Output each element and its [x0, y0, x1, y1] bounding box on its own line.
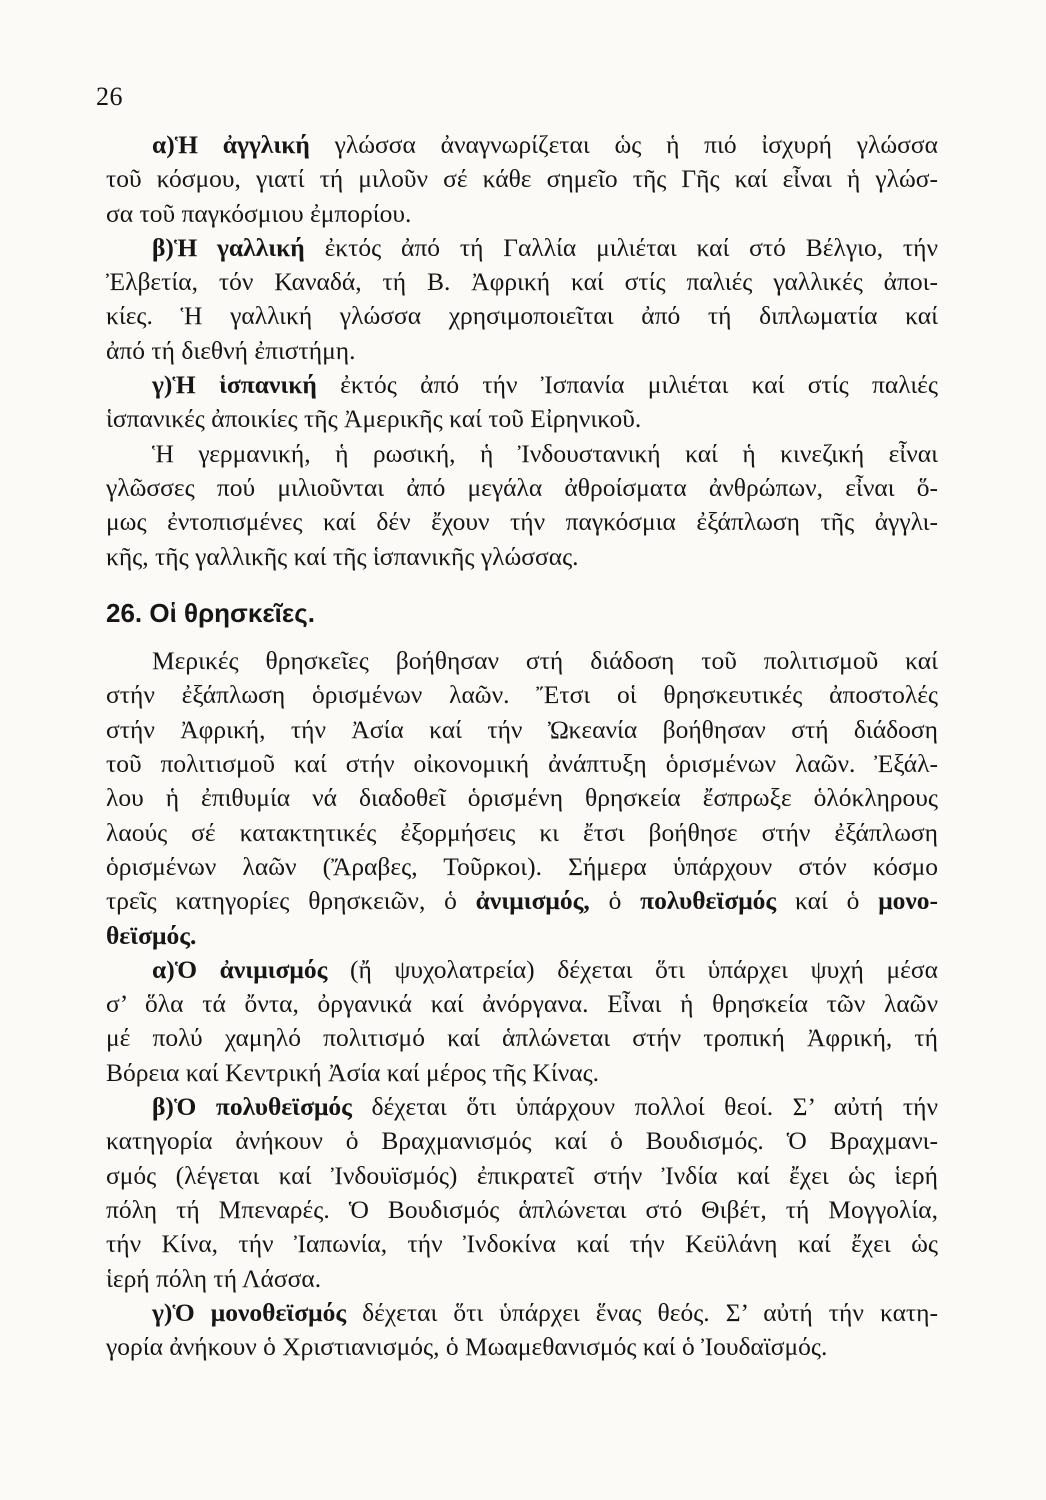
term-french: Ἡ γαλλική	[173, 232, 305, 262]
item-label-b: β)	[152, 232, 174, 262]
text-span: δέχεται ὅτι ὑπάρχει ἕνας θεός. Σ’ αὐτή τήν κατη-	[362, 1297, 939, 1327]
paragraph-animism-line-4: Βόρεια καί Κεντρική Ἀσία καί μέρος τῆς Κίνας.	[106, 1057, 600, 1087]
paragraph-english-line-1	[106, 128, 938, 162]
paragraph-english-line-3: σα τοῦ παγκόσμιου ἐμπορίου.	[106, 198, 412, 228]
paragraph-intro-line-3: στήν Ἀφρική, τήν Ἀσία καί τήν Ὠκεανία βοήθησαν στή διάδοση	[106, 714, 938, 744]
text-span: δέχεται ὅτι ὑπάρχουν πολλοί θεοί. Σ’ αὐτή τήν	[371, 1092, 938, 1122]
paragraph-animism-line-3: μέ πολύ χαμηλό πολιτισμό καί ἁπλώνεται στήν τροπική Ἀφρική, τή	[106, 1023, 938, 1053]
text-span: τρεῖς κατηγορίες θρησκειῶν, ὁ	[106, 886, 457, 916]
paragraph-intro-line-2: στήν ἐξάπλωση ὁρισμένων λαῶν. Ἔτσι οἱ θρησκευτικές ἀποστολές	[106, 680, 938, 710]
paragraph-intro-line-6: λαούς σέ κατακτητικές ἐξορμήσεις κι ἔτσι βοήθησε στήν ἐξάπλωση	[106, 817, 938, 847]
paragraph-french-line-4: ἀπό τή διεθνή ἐπιστήμη.	[106, 335, 356, 365]
body-text	[106, 128, 938, 1364]
paragraph-french-line-1	[106, 231, 938, 265]
section-heading: 26. Οἱ θρησκεῖες.	[106, 597, 315, 628]
term-animism: ἀνιμισμός,	[475, 886, 590, 916]
paragraph-polytheism-line-4: πόλη τή Μπεναρές. Ὁ Βουδισμός ἁπλώνεται στό Θιβέτ, τή Μογγολία,	[106, 1194, 938, 1224]
paragraph-intro-line-1: Μερικές θρησκεῖες βοήθησαν στή διάδοση τοῦ πολιτισμοῦ καί	[152, 646, 938, 676]
text-span: γλώσσα ἀναγνωρίζεται ὡς ἡ πιό ἰσχυρή γλώσσα	[334, 130, 938, 159]
term-monotheism-heading: Ὁ μονοθεϊσμός	[172, 1297, 347, 1327]
paragraph-polytheism-line-3: σμός (λέγεται καί Ἰνδουϊσμός) ἐπικρατεῖ στήν Ἰνδία καί ἔχει ὡς ἱερή	[106, 1160, 938, 1190]
text-span: ἐκτός ἀπό τή Γαλλία μιλιέται καί στό Βέλγιο, τήν	[324, 232, 938, 262]
paragraph-french-line-3: κίες. Ἡ γαλλική γλώσσα χρησιμοποιεῖται ἀπό τή διπλωματία καί	[106, 301, 938, 331]
page-number: 26	[96, 82, 123, 111]
item-label-b2: β)	[152, 1092, 174, 1122]
paragraph-intro-line-7: ὁρισμένων λαῶν (Ἄραβες, Τοῦρκοι). Σήμερα ὑπάρχουν στόν κόσμο	[106, 851, 938, 881]
paragraph-other-line-3: μως ἐντοπισμένες καί δέν ἔχουν τήν παγκόσμια ἐξάπλωση τῆς ἀγγλι-	[106, 507, 938, 537]
paragraph-spanish-line-2: ἱσπανικές ἀποικίες τῆς Ἀμερικῆς καί τοῦ Εἰρηνικοῦ.	[106, 404, 642, 434]
paragraph-polytheism-line-6: ἱερή πόλη τή Λάσσα.	[106, 1263, 322, 1293]
paragraph-english-line-2: τοῦ κόσμου, γιατί τή μιλοῦν σέ κάθε σημεῖο τῆς Γῆς καί εἶναι ἡ γλώσ-	[106, 164, 938, 194]
term-english: Ἡ ἀγγλική	[174, 130, 310, 159]
paragraph-intro-line-9	[106, 919, 938, 953]
term-monotheism-part: μονο-	[878, 886, 939, 916]
paragraph-spanish-line-1	[106, 368, 938, 402]
paragraph-intro-line-4: τοῦ πολιτισμοῦ καί στήν οἰκονομική ἀνάπτυξη ὁρισμένων λαῶν. Ἐξάλ-	[106, 749, 938, 779]
paragraph-other-line-2: γλῶσσες πού μιλιοῦνται ἀπό μεγάλα ἀθροίσματα ἀνθρώπων, εἶναι ὅ-	[106, 472, 938, 502]
paragraph-animism-line-2: σ’ ὅλα τά ὄντα, ὀργανικά καί ἀνόργανα. Εἶναι ἡ θρησκεία τῶν λαῶν	[106, 989, 938, 1019]
item-label-c: γ)	[152, 370, 173, 400]
term-monotheism-end: θεϊσμός.	[106, 920, 197, 950]
term-spanish: Ἡ ἱσπανική	[172, 370, 317, 400]
item-label-c2: γ)	[152, 1297, 173, 1327]
text-span: (ἤ ψυχολατρεία) δέχεται ὅτι ὑπάρχει ψυχή μέσα	[350, 954, 938, 984]
text-span: καί ὁ	[795, 886, 860, 916]
paragraph-monotheism-line-2: γορία ἀνήκουν ὁ Χριστιανισμός, ὁ Μωαμεθανισμός καί ὁ Ἰουδαϊσμός.	[106, 1332, 828, 1362]
text-span: ἐκτός ἀπό τήν Ἰσπανία μιλιέται καί στίς παλιές	[340, 370, 938, 400]
term-animism-heading: Ὁ ἀνιμισμός	[174, 954, 328, 984]
term-polytheism: πολυθεϊσμός	[640, 886, 777, 916]
paragraph-polytheism-line-2: κατηγορία ἀνήκουν ὁ Βραχμανισμός καί ὁ Βουδισμός. Ὁ Βραχμανι-	[106, 1126, 938, 1156]
paragraph-intro-line-5: λου ἡ ἐπιθυμία νά διαδοθεῖ ὁρισμένη θρησκεία ἔσπρωξε ὁλόκληρους	[106, 783, 938, 813]
item-label-a2: α)	[152, 954, 175, 984]
paragraph-polytheism-line-1	[106, 1090, 938, 1124]
paragraph-monotheism-line-1	[106, 1296, 938, 1330]
paragraph-animism-line-1	[106, 953, 938, 987]
paragraph-french-line-2: Ἐλβετία, τόν Καναδά, τή Β. Ἀφρική καί στίς παλιές γαλλικές ἀποι-	[106, 267, 938, 297]
item-label-a: α)	[152, 130, 175, 159]
paragraph-other-line-4: κῆς, τῆς γαλλικῆς καί τῆς ἱσπανικῆς γλώσσας.	[106, 541, 579, 571]
text-span: ὁ	[608, 886, 622, 916]
paragraph-other-line-1: Ἡ γερμανική, ἡ ρωσική, ἡ Ἰνδουστανική καί ἡ κινεζική εἶναι	[152, 438, 938, 468]
paragraph-polytheism-line-5: τήν Κίνα, τήν Ἰαπωνία, τήν Ἰνδοκίνα καί τήν Κεϋλάνη καί ἔχει ὡς	[106, 1229, 938, 1259]
paragraph-intro-line-8	[106, 884, 938, 918]
term-polytheism-heading: Ὁ πολυθεϊσμός	[173, 1092, 352, 1122]
